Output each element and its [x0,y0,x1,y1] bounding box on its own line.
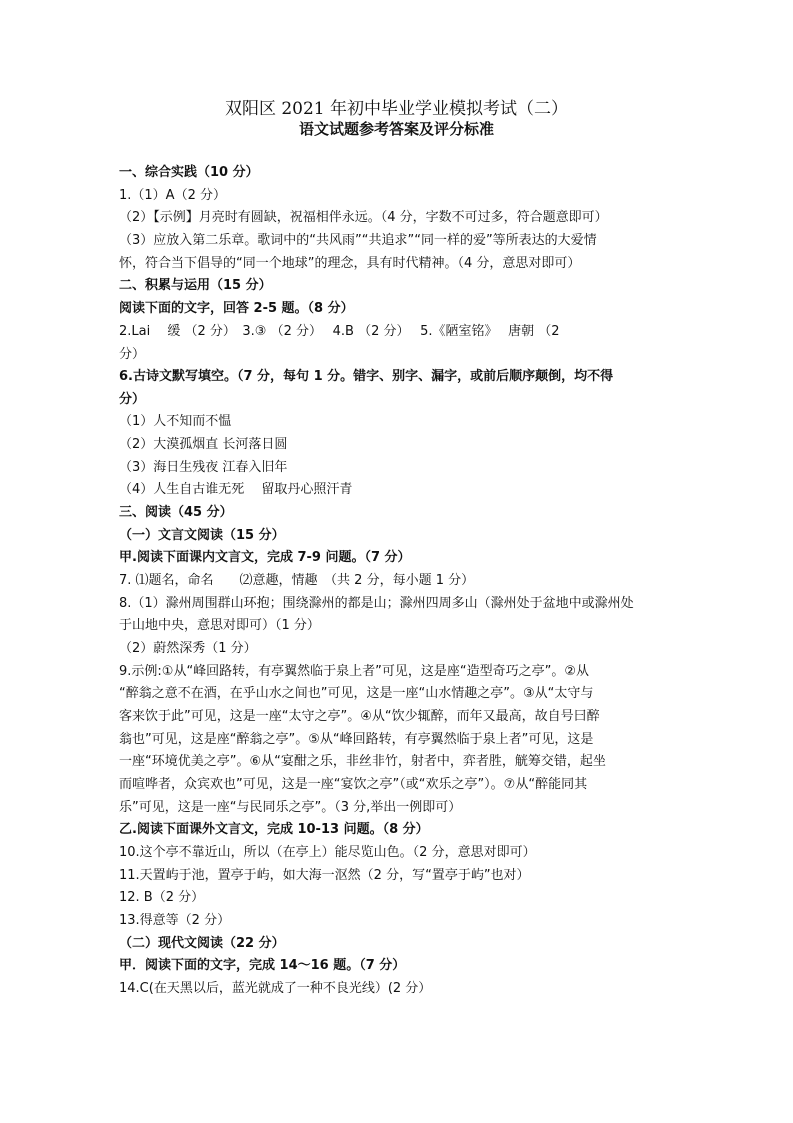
question-instruction: 6.古诗文默写填空。（7 分，每句 1 分。错字、别字、漏字，或前后顺序颠倒，均不得 [119,369,614,384]
answer-line: 怀，符合当下倡导的“同一个地球”的理念，具有时代精神。（4 分，意思对即可） [119,256,581,271]
answer-line: （3）应放入第二乐章。歌词中的“共风雨”“共追求”“同一样的爱”等所表达的大爱情 [119,233,597,248]
page-title: 双阳区 2021 年初中毕业学业模拟考试（二） [224,99,569,119]
answer-line: “醉翁之意不在酒，在乎山水之间也”可见，这是一座“山水情趣之亭”。③从“太守与 [119,686,594,701]
question-instruction: 乙.阅读下面课外文言文，完成 10-13 问题。（8 分） [119,822,429,837]
answer-line: 分） [119,347,146,362]
subsection-heading: （一）文言文阅读（15 分） [119,528,285,543]
answer-line: 乐”可见，这是一座“与民同乐之亭”。（3 分,举出一例即可） [119,800,462,815]
answer-line: （1）人不知而不愠 [119,414,232,429]
answer-line: （3）海日生残夜 江春入旧年 [119,460,288,475]
answer-line: 客来饮于此”可见，这是一座“太守之亭”。④从“饮少辄醉，而年又最高，故自号曰醉 [119,709,600,724]
answer-line: 1.（1）A（2 分） [119,188,226,203]
page-subtitle: 语文试题参考答案及评分标准 [298,120,494,138]
answer-line: 而喧哗者，众宾欢也”可见，这是一座“宴饮之亭”（或“欢乐之亭”）。⑦从“醉能同其 [119,777,588,792]
question-instruction: 甲．阅读下面的文字，完成 14～16 题。（7 分） [119,958,406,973]
answer-line: 9.示例:①从“峰回路转，有亭翼然临于泉上者”可见，这是座“造型奇巧之亭”。②从 [119,664,590,679]
answer-line: （2）大漠孤烟直 长河落日圆 [119,437,288,452]
question-instruction: 甲.阅读下面课内文言文，完成 7-9 问题。（7 分） [119,550,411,565]
question-instruction: 分） [119,392,146,407]
answer-line: 翁也”可见，这是座“醉翁之亭”。⑤从“峰回路转，有亭翼然临于泉上者”可见，这是 [119,732,594,747]
answer-line: （2）蔚然深秀（1 分） [119,641,257,656]
section-heading: 二、积累与运用（15 分） [119,278,272,293]
answer-line: 一座“环境优美之亭”。⑥从“宴酣之乐，非丝非竹，射者中，弈者胜，觥筹交错，起坐 [119,754,606,769]
answer-line: （2）【示例】月亮时有圆缺，祝福相伴永远。（4 分，字数不可过多，符合题意即可） [119,210,608,225]
answer-line: （4）人生自古谁无死 留取丹心照汗青 [119,482,353,497]
answer-line: 8.（1）滁州周围群山环抱；围绕滁州的都是山；滁州四周多山（滁州处于盆地中或滁州处 [119,596,634,611]
answer-line: 7. ⑴题名，命名 ⑵意趣，情趣 （共 2 分，每小题 1 分） [119,573,475,588]
answer-line: 2.Lai 缓 （2 分） 3.③ （2 分） 4.B （2 分） 5.《陋室铭》 唐朝 （2 [119,324,560,339]
answer-line: 13.得意等（2 分） [119,913,231,928]
question-instruction: 阅读下面的文字，回答 2-5 题。（8 分） [119,301,354,316]
subsection-heading: （二）现代文阅读（22 分） [119,936,285,951]
answer-line: 12. B（2 分） [119,890,205,905]
answer-line: 11.天置屿于池，置亭于屿，如大海一沤然（2 分，写“置亭于屿”也对） [119,868,530,883]
answer-line: 14.C(在天黑以后，蓝光就成了一种不良光线）(2 分） [119,981,432,996]
section-heading: 一、综合实践（10 分） [119,165,259,180]
answer-line: 10.这个亭不靠近山，所以（在亭上）能尽览山色。（2 分，意思对即可） [119,845,536,860]
section-heading: 三、阅读（45 分） [119,505,233,520]
answer-line: 于山地中央，意思对即可）（1 分） [119,618,320,633]
